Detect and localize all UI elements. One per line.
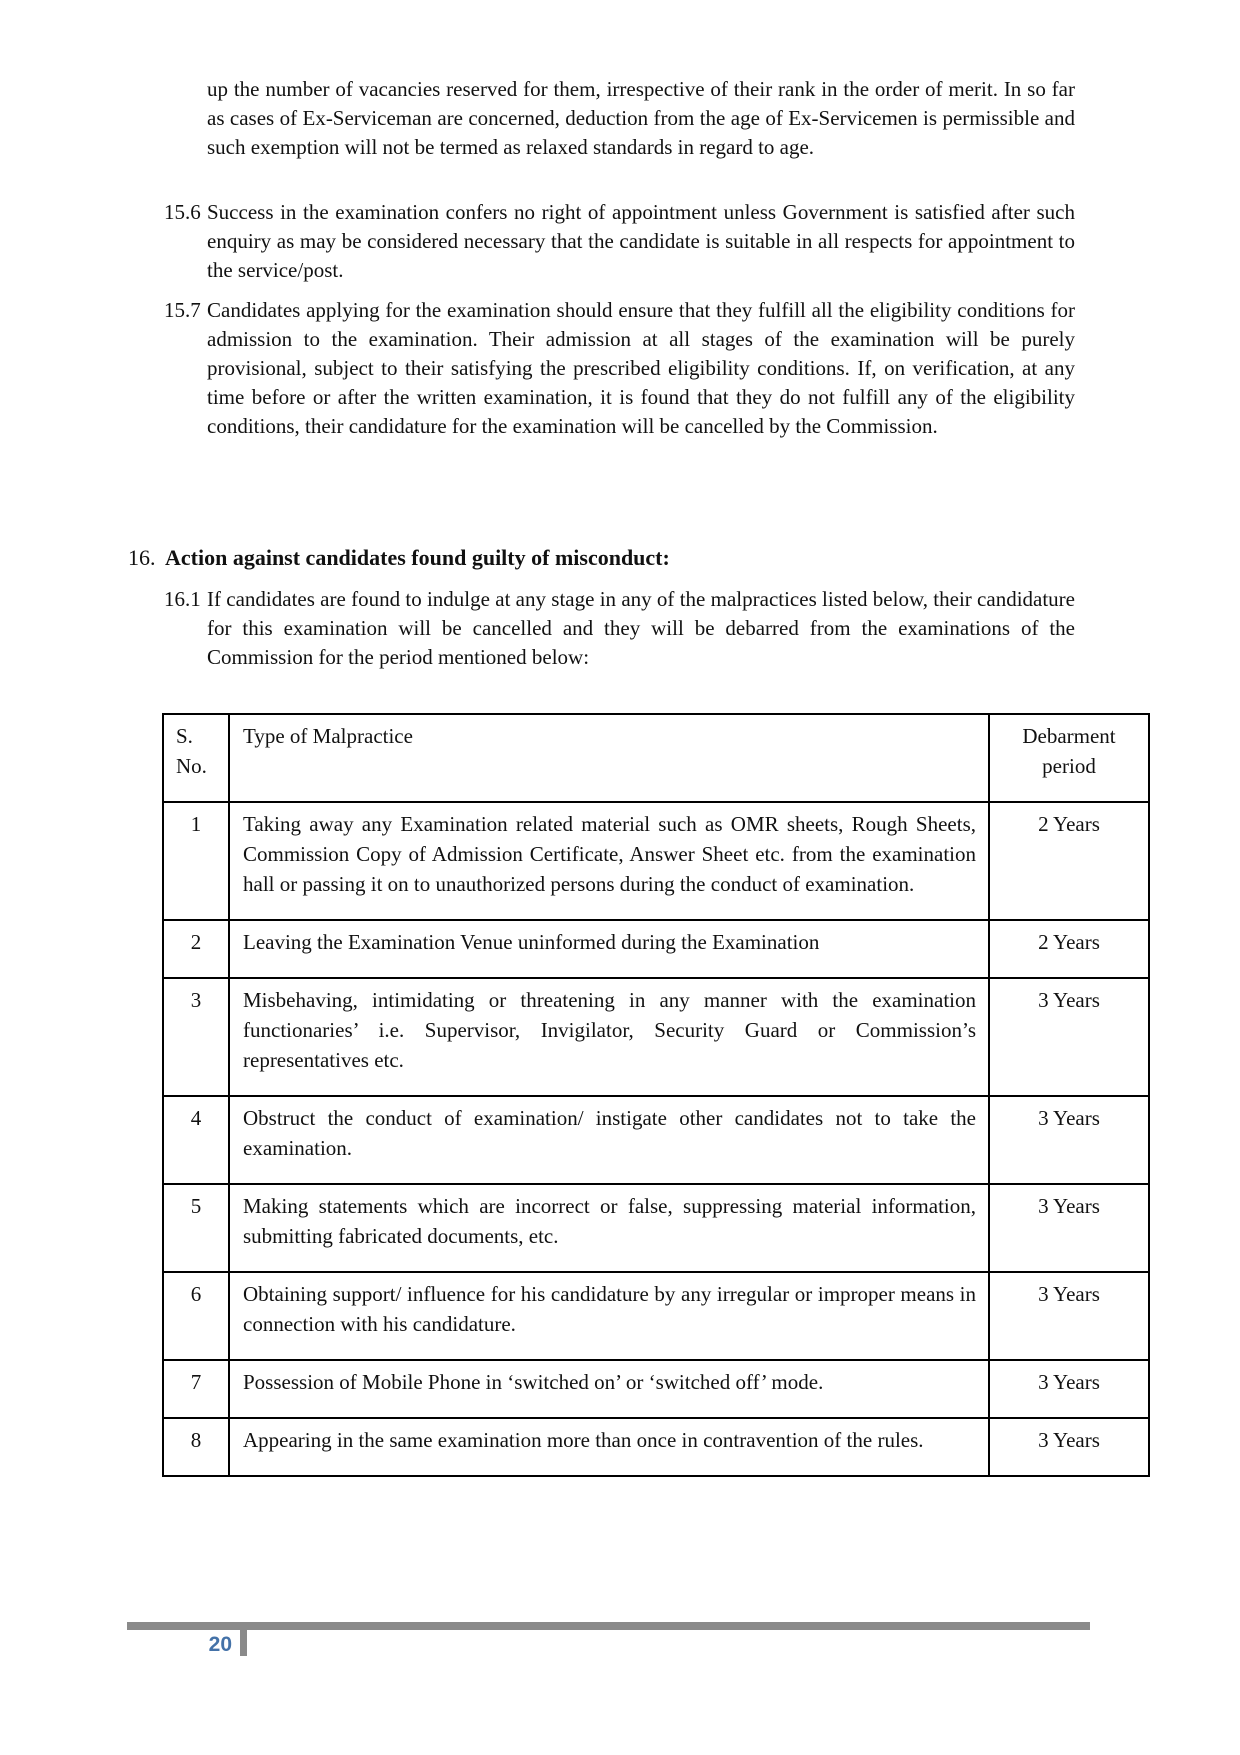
page-number: 20: [208, 1633, 232, 1656]
cell-type: Obstruct the conduct of examination/ instigate other candidates not to take the examination.: [229, 1096, 989, 1184]
cell-sno: 1: [163, 802, 229, 920]
clause-15-7: [164, 296, 1075, 441]
cell-type: Possession of Mobile Phone in ‘switched on’ or ‘switched off’ mode.: [229, 1360, 989, 1418]
table-row: [163, 978, 1149, 1096]
table-row: [163, 1096, 1149, 1184]
cell-period: 3 Years: [989, 1360, 1149, 1418]
cell-sno: 4: [163, 1096, 229, 1184]
column-header-type: Type of Malpractice: [229, 714, 989, 802]
clause-number: 16.1: [164, 587, 201, 611]
table-header-row: [163, 714, 1149, 802]
table-row: [163, 1360, 1149, 1418]
cell-sno: 2: [163, 920, 229, 978]
clause-15-6: [164, 198, 1075, 285]
clause-text: Candidates applying for the examination should ensure that they fulfill all the eligibility conditions for admission to the examination. Their admission at all stages of the examination will be purely provisional, subject to their satisfying the prescribed eligibility conditions. If, on verification, at any time before or after the written examination, it is found that they do not fulfill any of the eligibility conditions, their candidature for the examination will be cancelled by the Commission.: [207, 298, 1075, 438]
cell-type: Misbehaving, intimidating or threatening in any manner with the examination functionaries’ i.e. Supervisor, Invigilator, Security Guard or Commission’s representatives etc.: [229, 978, 989, 1096]
column-header-period: Debarment period: [989, 714, 1149, 802]
malpractice-table: [162, 713, 1150, 1477]
cell-sno: 3: [163, 978, 229, 1096]
cell-period: 3 Years: [989, 1184, 1149, 1272]
cell-sno: 5: [163, 1184, 229, 1272]
cell-period: 3 Years: [989, 1418, 1149, 1476]
cell-period: 2 Years: [989, 802, 1149, 920]
cell-sno: 7: [163, 1360, 229, 1418]
clause-number: 15.6: [164, 200, 201, 224]
cell-period: 3 Years: [989, 1272, 1149, 1360]
page-number-accent-bar: [240, 1622, 247, 1656]
table-row: [163, 1272, 1149, 1360]
cell-sno: 8: [163, 1418, 229, 1476]
cell-type: Making statements which are incorrect or false, suppressing material information, submitting fabricated documents, etc.: [229, 1184, 989, 1272]
cell-type: Leaving the Examination Venue uninformed during the Examination: [229, 920, 989, 978]
section-16-heading: [128, 543, 670, 573]
clause-16-1: [164, 585, 1075, 672]
clause-number: 15.7: [164, 298, 201, 322]
clause-text: Success in the examination confers no right of appointment unless Government is satisfied after such enquiry as may be considered necessary that the candidate is suitable in all respects for appointment to the service/post.: [207, 200, 1075, 282]
cell-type: Obtaining support/ influence for his candidature by any irregular or improper means in connection with his candidature.: [229, 1272, 989, 1360]
table-row: [163, 1184, 1149, 1272]
table-row: [163, 920, 1149, 978]
footer-rule: [127, 1622, 1090, 1630]
cell-period: 3 Years: [989, 978, 1149, 1096]
table-row: [163, 1418, 1149, 1476]
cell-sno: 6: [163, 1272, 229, 1360]
cell-period: 2 Years: [989, 920, 1149, 978]
clause-text: If candidates are found to indulge at any stage in any of the malpractices listed below, their candidature for this examination will be cancelled and they will be debarred from the examinations of the Commission for the period mentioned below:: [207, 587, 1075, 669]
column-header-sno: S. No.: [163, 714, 229, 802]
table-row: [163, 802, 1149, 920]
cell-type: Appearing in the same examination more than once in contravention of the rules.: [229, 1418, 989, 1476]
paragraph-continuation: up the number of vacancies reserved for them, irrespective of their rank in the order of merit. In so far as cases of Ex-Serviceman are concerned, deduction from the age of Ex-Servicemen is permissible and such exemption will not be termed as relaxed standards in regard to age.: [207, 77, 1075, 159]
cell-period: 3 Years: [989, 1096, 1149, 1184]
section-number: 16.: [128, 545, 156, 570]
section-title: Action against candidates found guilty of misconduct:: [165, 545, 670, 570]
cell-type: Taking away any Examination related material such as OMR sheets, Rough Sheets, Commission Copy of Admission Certificate, Answer Sheet etc. from the examination hall or passing it on to unauthorized persons during the conduct of examination.: [229, 802, 989, 920]
